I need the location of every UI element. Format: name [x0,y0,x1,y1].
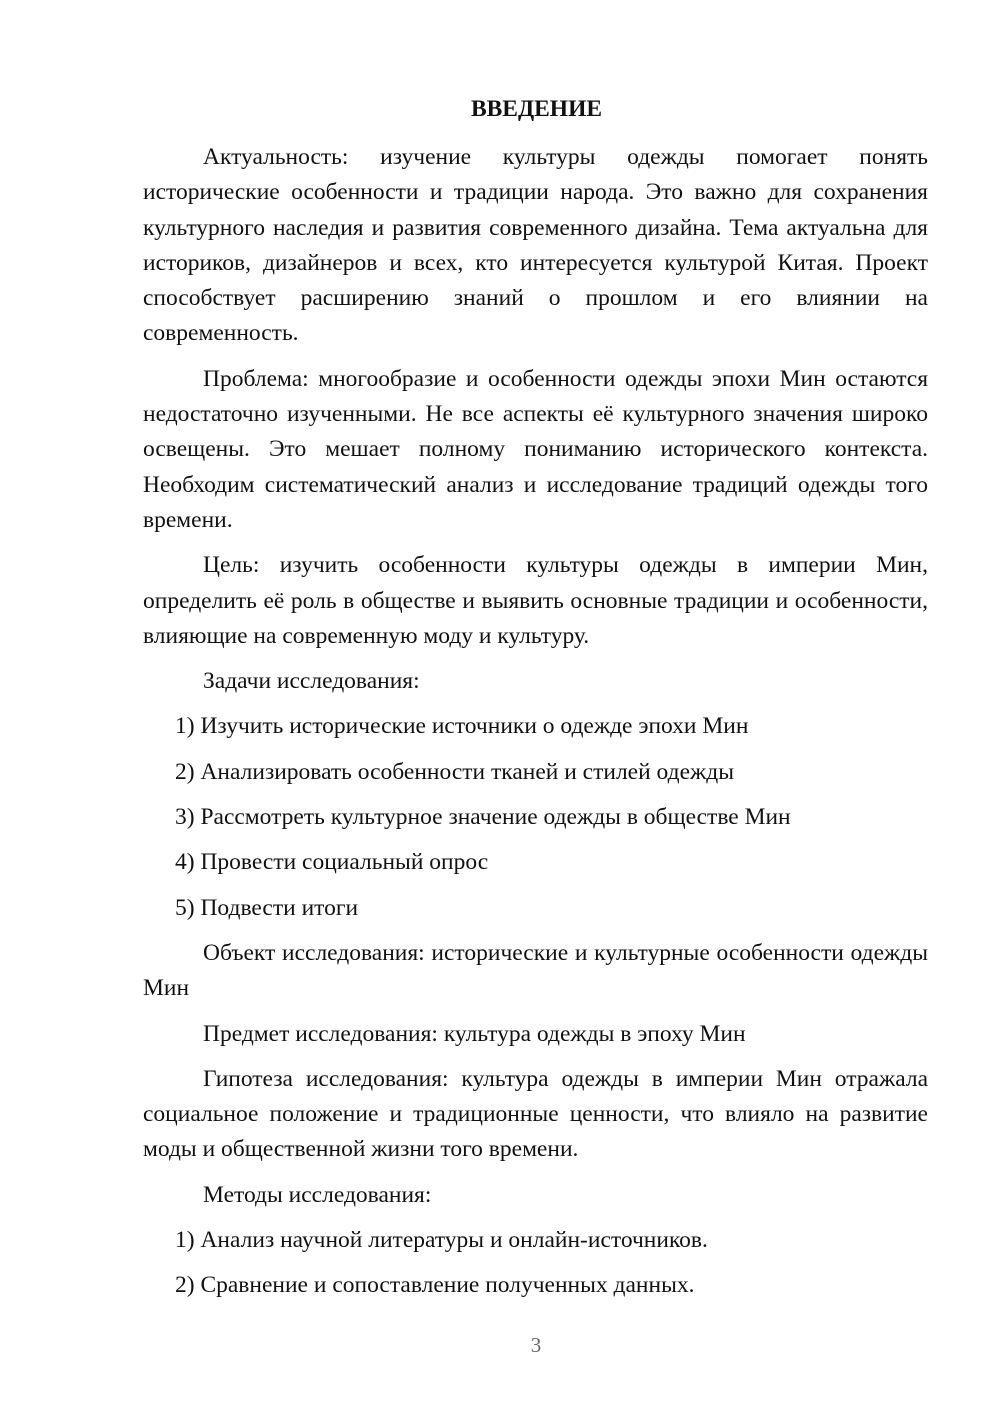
document-page [143,92,928,1314]
subject-paragraph: Предмет исследования: культура одежды в эпоху Мин [203,1020,746,1047]
hypothesis-paragraph: Гипотеза исследования: культура одежды в империи Мин отражала социальное положение и традиционные ценности, что влияло на развитие моды и общественной жизни того времени. [143,1065,928,1163]
list-item: 2) Сравнение и сопоставление полученных данных. [175,1272,695,1299]
page-number: 3 [530,1333,542,1357]
problem-paragraph: Проблема: многообразие и особенности одежды эпохи Мин остаются недостаточно изученными. Не все аспекты её культурного значения широко освещены. Это мешает полному пониманию исторического контекста. Необходим систематический анализ и исследование традиций одежды того времени. [143,365,928,533]
methods-heading: Методы исследования: [203,1181,432,1208]
relevance-paragraph: Актуальность: изучение культуры одежды помогает понять исторические особенности и традиции народа. Это важно для сохранения культурного наследия и развития современного дизайна. Тема актуальна для историков, дизайнеров и всех, кто интересуется культурой Китая. Проект способствует расширению знаний о прошлом и его влиянии на современность. [143,144,928,347]
goal-paragraph: Цель: изучить особенности культуры одежды в империи Мин, определить её роль в обществе и выявить основные традиции и особенности, влияющие на современную моду и культуру. [143,552,928,649]
list-item: 2) Анализировать особенности тканей и стилей одежды [175,758,734,785]
section-title: ВВЕДЕНИЕ [470,96,603,122]
list-item: 5) Подвести итоги [175,894,359,921]
tasks-list [143,709,928,925]
list-item: 1) Анализ научной литературы и онлайн-источников. [175,1227,708,1254]
list-item: 3) Рассмотреть культурное значение одежды в обществе Мин [175,804,791,831]
list-item: 4) Провести социальный опрос [175,849,489,876]
tasks-heading: Задачи исследования: [203,668,420,695]
list-item: 1) Изучить исторические источники о одежде эпохи Мин [175,713,749,740]
methods-list [143,1223,928,1304]
object-paragraph: Объект исследования: исторические и культурные особенности одежды Мин [143,939,928,1002]
